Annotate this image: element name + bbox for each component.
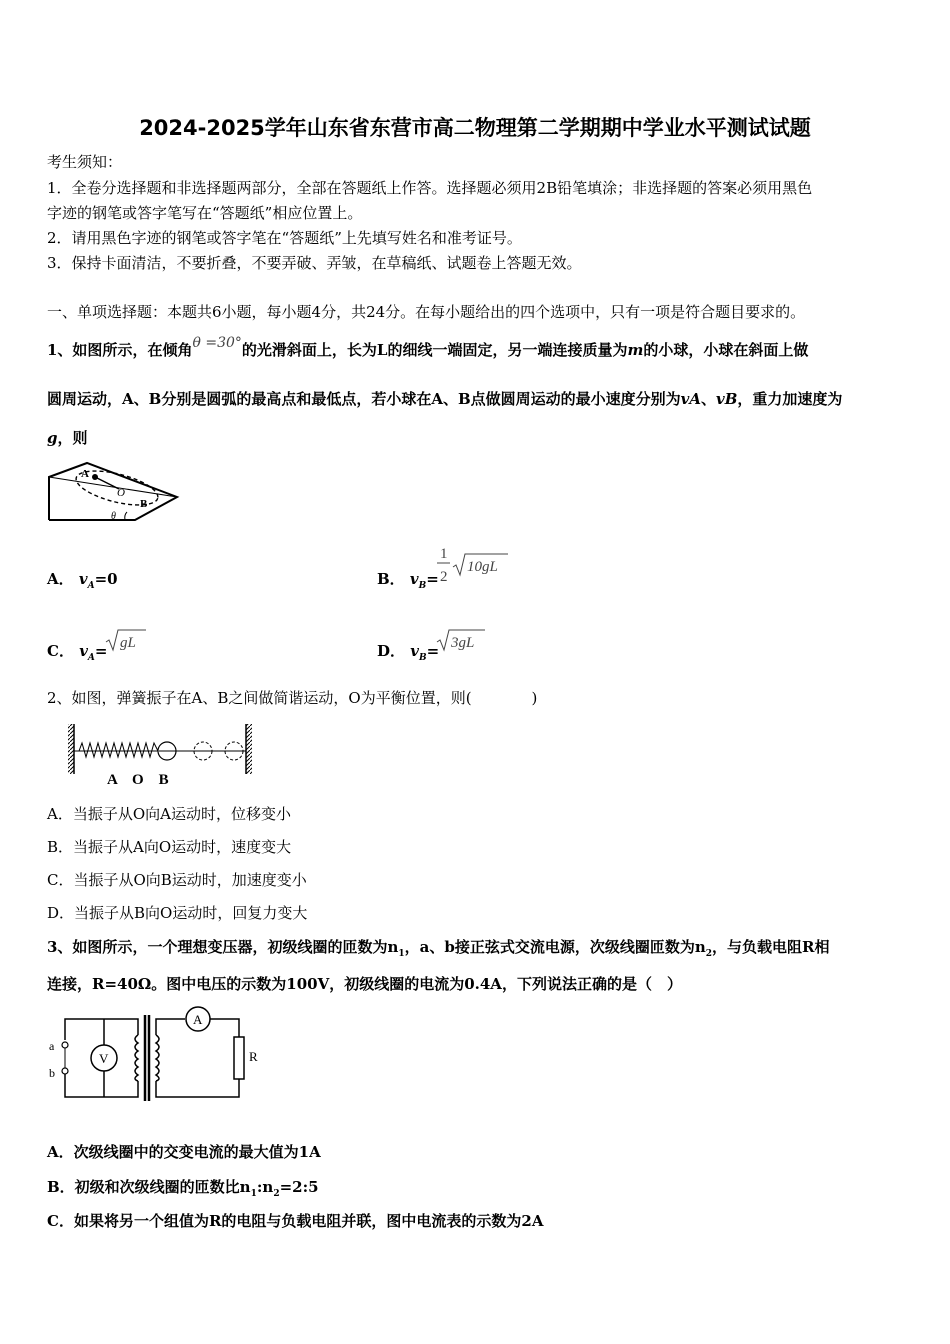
q1-line2-b: ，重力加速度为: [737, 390, 843, 408]
q3-fig-a: a: [49, 1039, 55, 1053]
q3-fig-voltmeter-label: V: [99, 1051, 109, 1066]
q1-fig-label-theta: θ: [111, 511, 116, 522]
page-title: 2024-2025学年山东省东营市高二物理第二学期期中学业水平测试试题: [139, 116, 811, 140]
q3-option-b-c: =2:5: [279, 1178, 319, 1196]
q1-vB: vB: [716, 390, 738, 408]
q1-option-b-num: 1: [440, 546, 448, 562]
q1-option-b-v: v: [409, 570, 419, 588]
q1-option-d-label: D．: [377, 642, 406, 660]
q1-text-c: 的细线一端固定，另一端连接质量为: [387, 341, 628, 359]
q1-option-c-root: gL: [120, 635, 136, 651]
q3-option-b-a: B．初级和次级线圈的匝数比n: [47, 1178, 251, 1196]
q1-fig-label-O: O: [117, 487, 125, 499]
notice-item-1-line-1: 1．全卷分选择题和非选择题两部分，全部在答题纸上作答。选择题必须用2B铅笔填涂；非选择题的答案必须用黑色: [47, 179, 813, 197]
q3-n1-sub: 1: [398, 949, 405, 959]
q1-g: g: [47, 429, 58, 447]
q1-line-2: [47, 389, 842, 409]
q1-option-c-sub: A: [87, 653, 95, 663]
q1-option-a-rest: =0: [94, 570, 118, 588]
q1-option-b-root: 10gL: [467, 559, 498, 575]
q1-option-d: [377, 641, 439, 668]
q1-option-d-sub: B: [418, 653, 427, 663]
q3-n2-sub: 2: [705, 949, 713, 959]
q1-line3-b: ，则: [57, 429, 88, 447]
q3-option-a: A．次级线圈中的交变电流的最大值为1A: [47, 1143, 321, 1161]
q1-option-c-label: C．: [47, 642, 74, 660]
q2-option-c: C．当振子从O向B运动时，加速度变小: [47, 871, 307, 889]
q3-line-2: 连接，R=40Ω。图中电压的示数为100V，初级线圈的电流为0.4A，下列说法正确的是（ ）: [47, 975, 682, 993]
q1-option-b-den: 2: [440, 569, 448, 585]
q1-vA: vA: [680, 390, 701, 408]
q2-option-d: D．当振子从B向O运动时，回复力变大: [47, 904, 308, 922]
q1-line-3: [47, 428, 88, 448]
q2-stem: 2、如图，弹簧振子在A、B之间做简谐运动，O为平衡位置，则( ): [47, 689, 538, 707]
q1-m: m: [627, 341, 644, 359]
q1-option-d-formula: [435, 626, 491, 656]
q1-fig-label-A: A: [81, 468, 89, 480]
q3-line-1: [47, 937, 829, 964]
q1-option-c-formula: [104, 626, 152, 656]
q1-option-d-eq: =: [426, 642, 440, 660]
q3-line1-c: ，与负载电阻R相: [712, 938, 830, 956]
q1-line-1: [47, 335, 809, 361]
q1-option-c: [47, 641, 107, 668]
q1-option-b-eq: =: [426, 570, 439, 588]
q3-option-b-s1: 1: [250, 1189, 257, 1199]
q1-option-d-root: 3gL: [451, 635, 475, 651]
q1-incline-figure: [45, 455, 185, 525]
q1-sep: 、: [701, 390, 717, 408]
notice-item-1-line-2: 字迹的钢笔或答字笔写在“答题纸”相应位置上。: [47, 204, 363, 222]
q1-option-a-v: v: [78, 570, 88, 588]
q1-option-b-sub: B: [418, 581, 427, 591]
notice-item-3: 3．保持卡面清洁，不要折叠，不要弄破、弄皱，在草稿纸、试题卷上答题无效。: [47, 254, 582, 272]
q3-option-c: C．如果将另一个组值为R的电阻与负载电阻并联，图中电流表的示数为2A: [47, 1212, 544, 1230]
q1-angle: θ =30°: [192, 335, 242, 351]
q3-transformer-circuit: [45, 1005, 270, 1105]
q3-fig-b: b: [49, 1066, 55, 1080]
q1-option-a-label: A．: [47, 570, 74, 588]
q1-option-a: [47, 569, 118, 596]
q3-fig-ammeter-label: A: [193, 1012, 203, 1027]
q1-fig-label-B: B: [140, 498, 148, 510]
q1-option-d-v: v: [410, 642, 419, 660]
q1-option-b: [377, 569, 439, 596]
q1-option-c-v: v: [79, 642, 88, 660]
q3-option-b-b: :n: [256, 1178, 274, 1196]
q3-line1-b: ，a、b接正弦式交流电源，次级线圈匝数为n: [404, 938, 706, 956]
q2-option-b: B．当振子从A向O运动时，速度变大: [47, 838, 292, 856]
q3-option-b-s2: 2: [273, 1189, 280, 1199]
q1-line2-a: 圆周运动，A、B分别是圆弧的最高点和最低点，若小球在A、B点做圆周运动的最小速度分别为: [47, 390, 681, 408]
q1-text-b: 的光滑斜面上，长为: [241, 341, 377, 359]
q2-option-a: A．当振子从O向A运动时，位移变小: [47, 805, 291, 823]
q1-text-a: 1、如图所示，在倾角: [47, 341, 193, 359]
q1-option-b-formula: [434, 543, 514, 591]
q1-option-b-label: B．: [377, 570, 405, 588]
notice-item-2: 2．请用黑色字迹的钢笔或答字笔在“答题纸”上先填写姓名和准考证号。: [47, 229, 522, 247]
q3-fig-resistor-label: R: [249, 1049, 258, 1064]
q3-line1-a: 3、如图所示，一个理想变压器，初级线圈的匝数为n: [47, 938, 399, 956]
q1-option-c-eq: =: [94, 642, 108, 660]
section-heading: 一、单项选择题：本题共6小题，每小题4分，共24分。在每小题给出的四个选项中，只有一项是符合题目要求的。: [47, 303, 806, 321]
q3-option-b: [47, 1177, 319, 1204]
q1-option-a-sub: A: [87, 581, 95, 591]
notice-heading: 考生须知：: [47, 153, 123, 171]
q1-text-d: 的小球，小球在斜面上做: [643, 341, 809, 359]
q2-figure-labels: A O B: [107, 772, 169, 788]
q1-L: L: [376, 341, 388, 359]
